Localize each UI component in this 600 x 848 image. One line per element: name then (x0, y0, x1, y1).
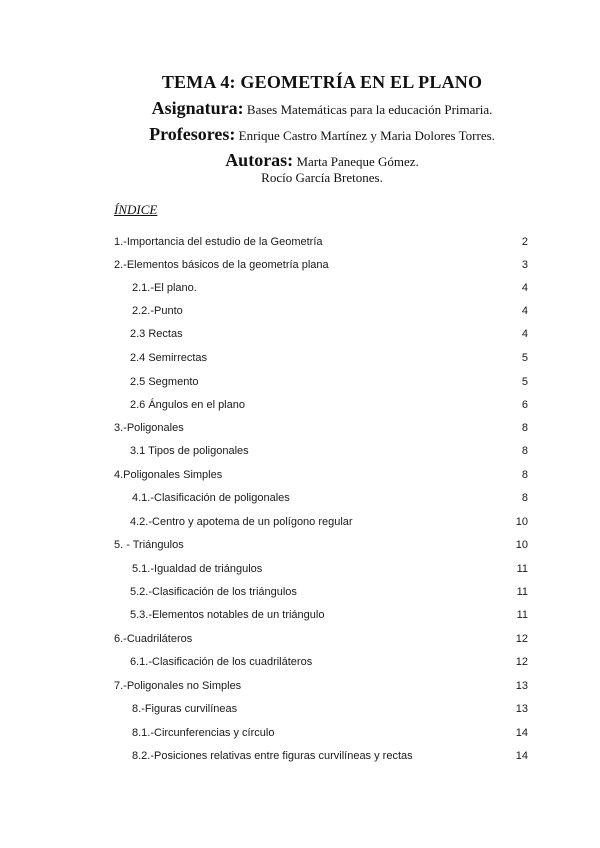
toc-entry-text: 6.1.-Clasificación de los cuadriláteros (130, 656, 313, 668)
toc-entry-page: 4 (521, 328, 528, 340)
toc-entry-page: 10 (515, 516, 528, 528)
toc-entry-page: 12 (515, 633, 528, 645)
toc-entry-page: 8 (521, 445, 528, 457)
toc-entry-text: 2.-Elementos básicos de la geometría plana (114, 259, 329, 271)
toc-entry-page: 2 (521, 236, 528, 248)
toc-entry-page: 5 (521, 352, 528, 364)
toc-entry-text: 2.3 Rectas (130, 328, 183, 340)
toc-entry-text: 2.1.-El plano. (132, 282, 197, 294)
toc-entry-text: 4.2.-Centro y apotema de un polígono regular (130, 516, 353, 528)
subject-label: Asignatura: (151, 98, 244, 118)
toc-entry-page: 3 (521, 259, 528, 271)
index-heading: ÍNDICE (114, 202, 158, 217)
toc-entry-page: 8 (521, 422, 528, 434)
toc-entry-page: 4 (521, 282, 528, 294)
toc-entry-page: 10 (515, 539, 528, 551)
toc-entry-page: 8 (521, 469, 528, 481)
toc-entry-text: 2.2.-Punto (132, 305, 183, 317)
toc-entry-text: 6.-Cuadriláteros (114, 633, 193, 645)
toc-entry-text: 5.2.-Clasificación de los triángulos (130, 586, 297, 598)
toc-entry-text: 7.-Poligonales no Simples (114, 680, 242, 692)
toc-entry-page: 11 (516, 563, 528, 575)
toc-entry-text: 4.1.-Clasificación de poligonales (132, 492, 290, 504)
toc-entry-page: 13 (515, 680, 528, 692)
toc-entry-page: 11 (516, 609, 528, 621)
toc-entry-page: 12 (515, 656, 528, 668)
toc-entry-text: 4.Poligonales Simples (114, 469, 223, 481)
toc-entry-text: 2.6 Ángulos en el plano (130, 399, 245, 411)
toc-entry-page: 4 (521, 305, 528, 317)
toc-entry-text: 8.2.-Posiciones relativas entre figuras curvilíneas y rectas (132, 750, 413, 762)
page-title: TEMA 4: GEOMETRÍA EN EL PLANO (161, 72, 483, 92)
toc-entry-page: 6 (521, 399, 528, 411)
toc-entry-text: 5.3.-Elementos notables de un triángulo (130, 609, 325, 621)
toc-entry-text: 5. - Triángulos (114, 539, 184, 551)
toc-entry-text: 3.1 Tipos de poligonales (130, 445, 249, 457)
toc-entry-text: 8.1.-Circunferencias y círculo (132, 727, 275, 739)
toc-entry-page: 8 (521, 492, 528, 504)
author-1: Marta Paneque Gómez. (296, 154, 419, 169)
authors-label: Autoras: (225, 150, 294, 170)
toc-entry-page: 14 (515, 727, 528, 739)
toc-entry-text: 5.1.-Igualdad de triángulos (132, 563, 263, 575)
toc-entry-page: 5 (521, 376, 528, 388)
subject-value: Bases Matemáticas para la educación Primaria. (246, 102, 493, 117)
toc-entry-text: 3.-Poligonales (114, 422, 184, 434)
author-2: Rocío García Bretones. (261, 170, 383, 185)
toc-entry-page: 13 (515, 703, 528, 715)
toc-entry-text: 1.-Importancia del estudio de la Geometría (114, 236, 323, 248)
toc-entry-page: 11 (516, 586, 528, 598)
toc-entry-text: 2.4 Semirrectas (130, 352, 208, 364)
toc-entry-text: 2.5 Segmento (130, 376, 199, 388)
toc-entry-text: 8.-Figuras curvilíneas (132, 703, 238, 715)
teachers-label: Profesores: (149, 124, 236, 144)
teachers-value: Enrique Castro Martínez y Maria Dolores Torres. (238, 128, 495, 143)
toc-entry-page: 14 (515, 750, 528, 762)
